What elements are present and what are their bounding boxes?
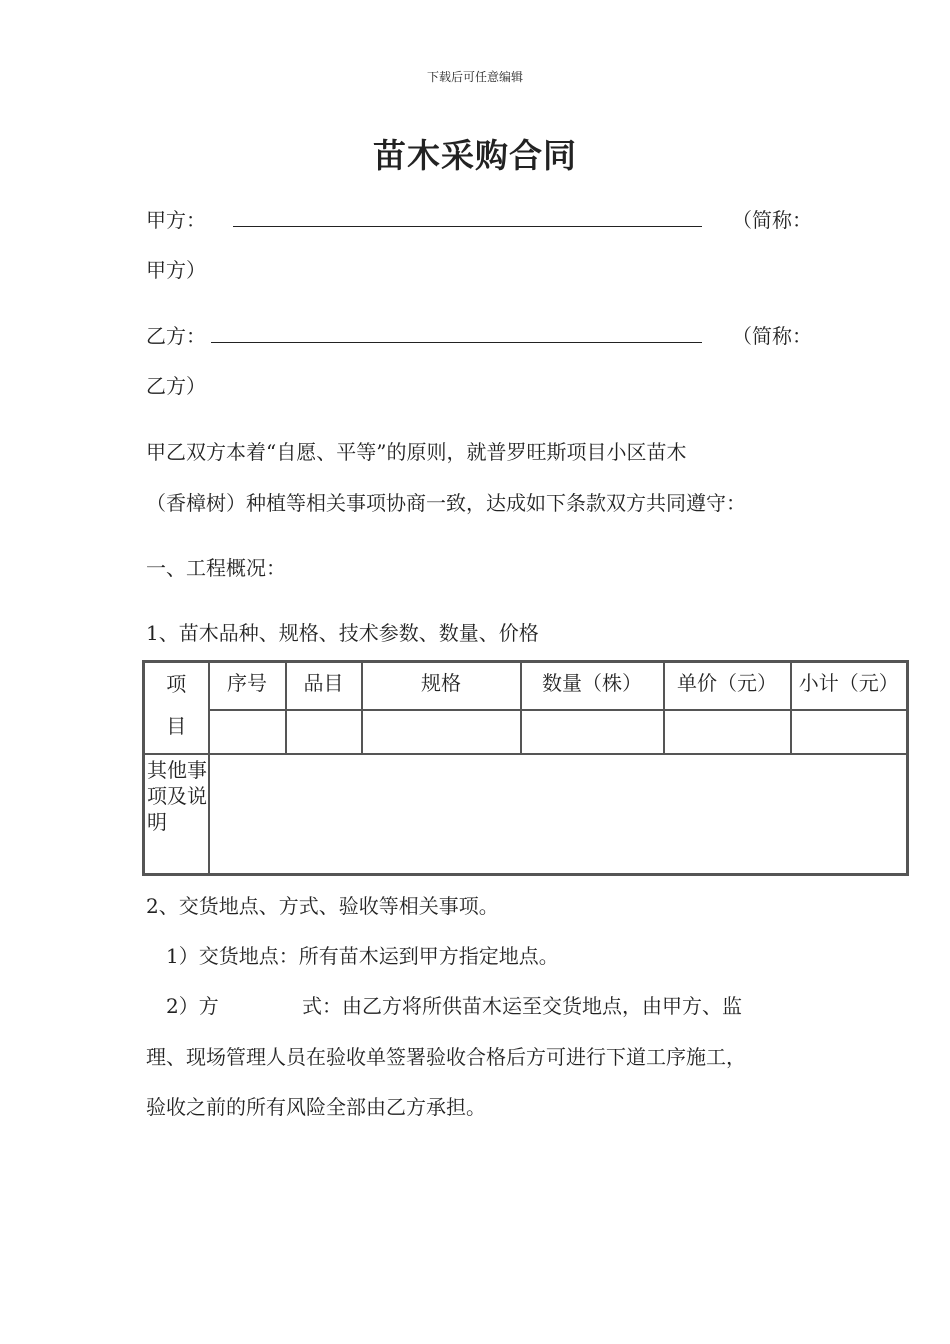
document-title: 苗木采购合同 [373,136,577,175]
party-b-label: 乙方： [146,324,206,348]
other-matters-label: 其他事项及说明 [144,754,209,875]
item-2-heading: 2、交货地点、方式、验收等相关事项。 [146,894,499,918]
section-heading-1: 一、工程概况： [146,556,286,580]
header-note: 下载后可任意编辑 [426,70,523,84]
party-a-short-name: 甲方） [146,258,206,282]
sub-item-2-line-1: 式：由乙方将所供苗木运至交货地点，由甲方、监 [302,994,742,1018]
intro-line-1: 甲乙双方本着“自愿、平等”的原则，就普罗旺斯项目小区苗木 [146,440,687,464]
column-header: 单价（元） [664,662,791,711]
column-header: 品目 [286,662,362,711]
table-cell-empty [209,710,286,754]
sub-item-2-line-2: 理、现场管理人员在验收单签署验收合格后方可进行下道工序施工， [146,1045,746,1069]
seedling-items-table [142,660,909,876]
intro-line-2: （香樟树）种植等相关事项协商一致，达成如下条款双方共同遵守： [146,491,746,515]
table-cell-empty [362,710,521,754]
column-header: 序号 [209,662,286,711]
sub-item-1: 1）交货地点：所有苗木运到甲方指定地点。 [166,944,559,968]
row-header-cell [144,662,209,755]
sub-item-2-line-3: 验收之前的所有风险全部由乙方承担。 [146,1095,486,1119]
column-header: 规格 [362,662,521,711]
party-b-blank-line [211,342,702,343]
column-header: 小计（元） [791,662,908,711]
party-a-label: 甲方： [146,208,206,232]
table-cell-empty [521,710,664,754]
other-matters-content [209,754,908,875]
table-cell-empty [286,710,362,754]
sub-item-2-prefix: 2）方 [166,994,219,1018]
party-a-short-suffix: （简称： [732,208,812,232]
table-cell-empty [664,710,791,754]
row-header-label: 项目 [166,672,187,738]
column-header: 数量（株） [521,662,664,711]
item-1-heading: 1、苗木品种、规格、技术参数、数量、价格 [146,621,539,645]
party-a-blank-line [233,226,702,227]
party-b-short-suffix: （简称： [732,324,812,348]
party-b-short-name: 乙方） [146,374,206,398]
table-cell-empty [791,710,908,754]
